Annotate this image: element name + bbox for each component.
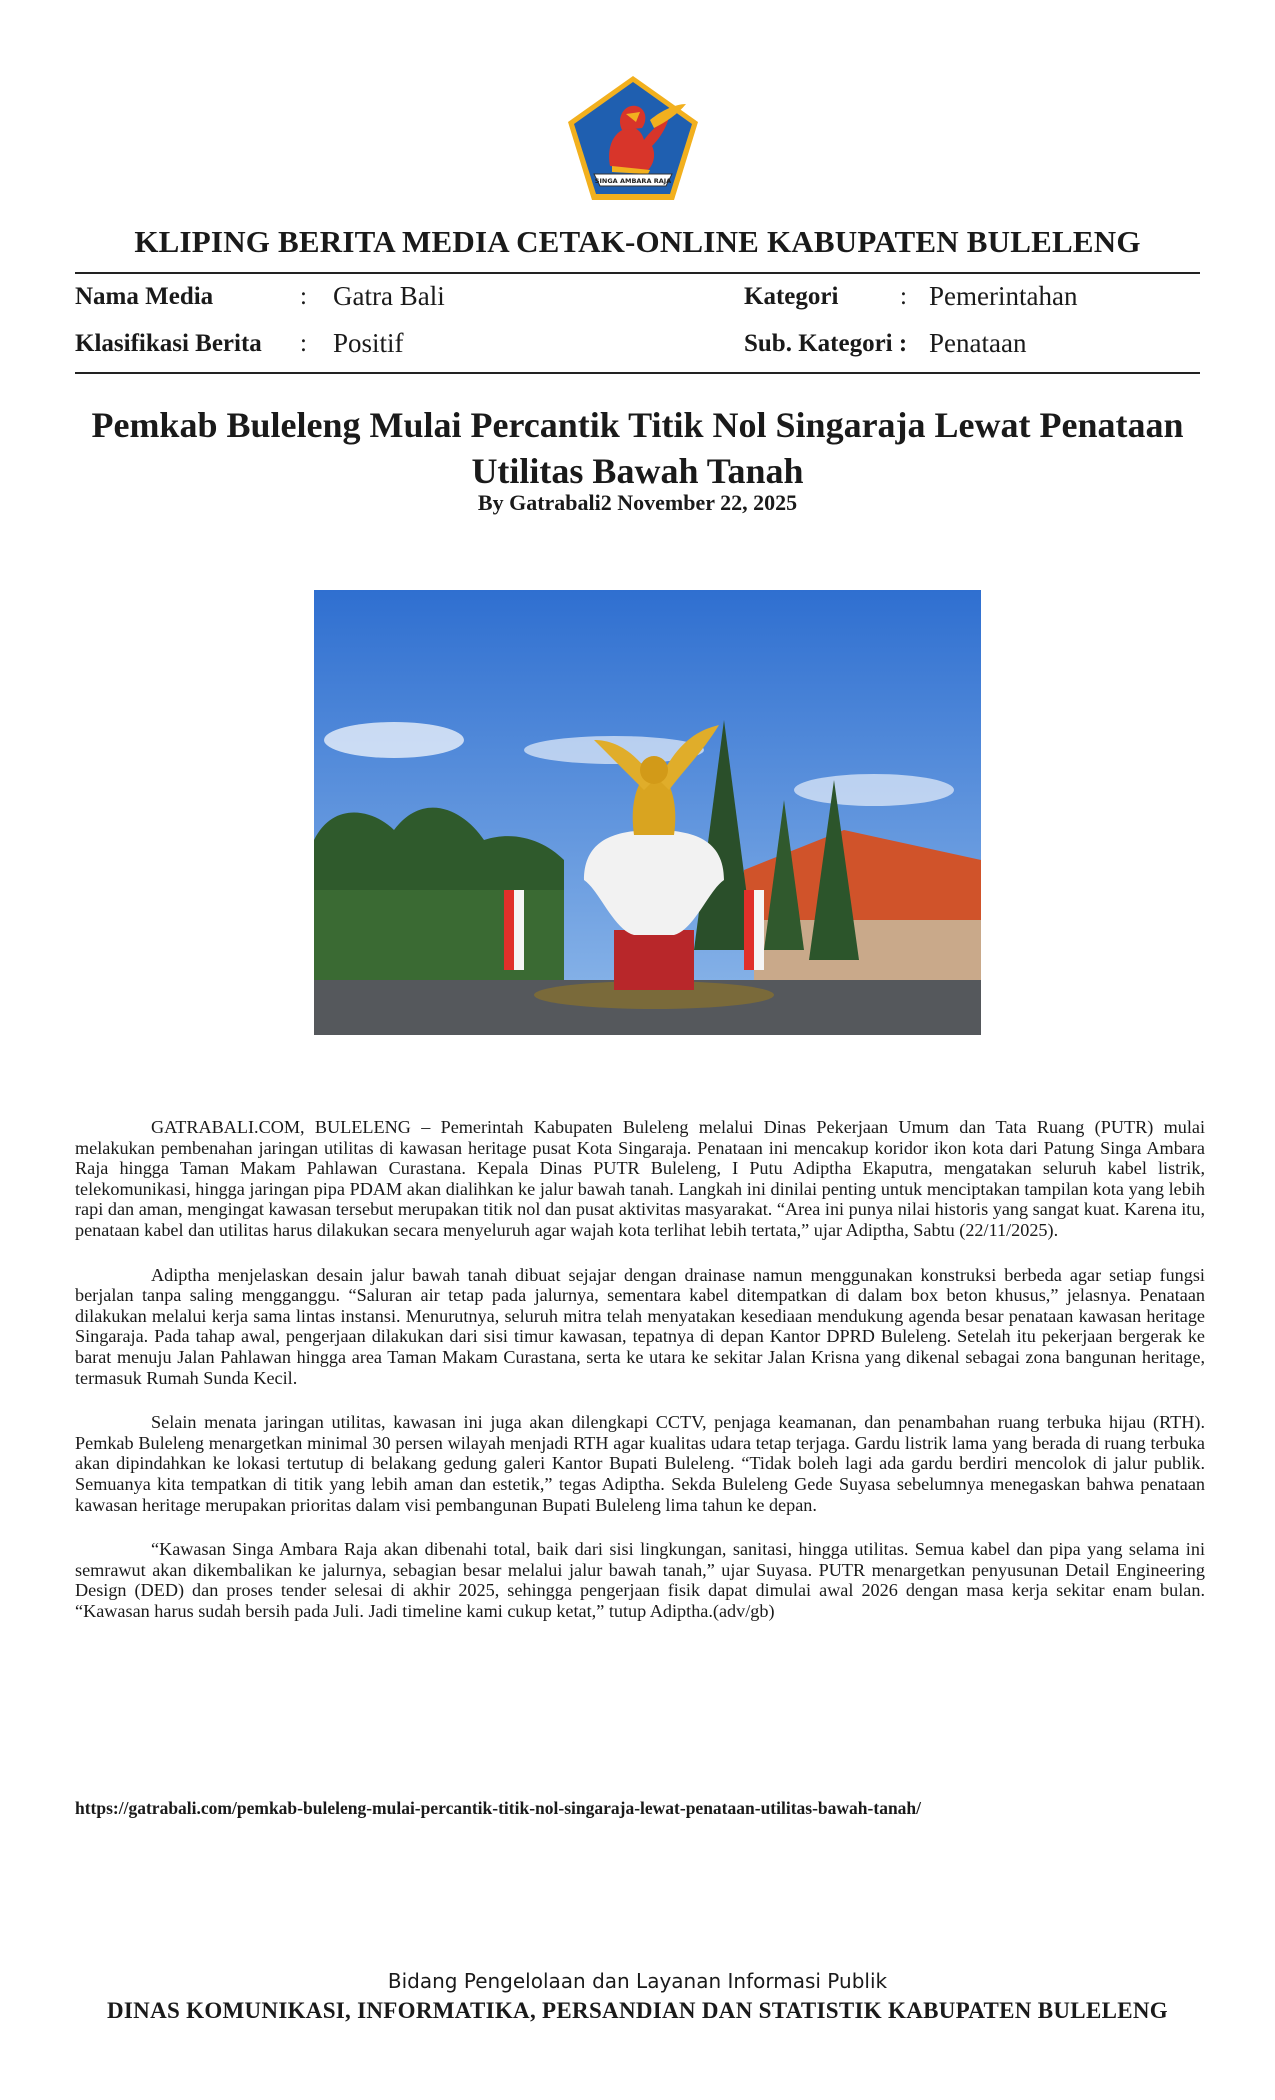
logo-banner-text: SINGA AMBARA RAJA xyxy=(594,177,672,185)
footer-department: Bidang Pengelolaan dan Layanan Informasi Publik xyxy=(387,1969,888,1993)
article-title xyxy=(75,402,1200,494)
article-title-line-2: Utilitas Bawah Tanah xyxy=(471,451,804,491)
category-label: Kategori xyxy=(744,283,839,310)
classification-label: Klasifikasi Berita xyxy=(75,330,262,357)
article-paragraph-1: GATRABALI.COM, BULELENG – Pemerintah Kabupaten Buleleng melalui Dinas Pekerjaan Umum dan Tata Ruang (PUTR) mulai melakukan pembenahan jaringan utilitas di kawasan heritage pusat Kota Singaraja. Penataan ini mencakup koridor ikon kota dari Patung Singa Ambara Raja hingga Taman Makam Pahlawan Curastana. Kepala Dinas PUTR Buleleng, I Putu Adiptha Ekaputra, mengatakan seluruh kabel listrik, telekomunikasi, hingga jaringan pipa PDAM akan dialihkan ke jalur bawah tanah. Langkah ini dinilai penting untuk menciptakan tampilan kota yang lebih rapi dan aman, mengingat kawasan tersebut merupakan titik nol dan pusat aktivitas masyarakat. “Area ini punya nilai historis yang sangat kuat. Karena itu, penataan kabel dan utilitas harus dilakukan secara menyeluruh agar wajah kota terlihat lebih tertata,” ujar Adiptha, Sabtu (22/11/2025). xyxy=(75,1117,1205,1240)
classification-value: Positif xyxy=(333,328,404,358)
sub-category-label: Sub. Kategori : xyxy=(744,330,908,357)
header-divider-bottom xyxy=(75,372,1200,374)
buleleng-crest-logo xyxy=(566,74,700,202)
classification-colon: : xyxy=(300,330,307,357)
media-name-colon: : xyxy=(300,283,307,310)
footer-agency: DINAS KOMUNIKASI, INFORMATIKA, PERSANDIAN DAN STATISTIK KABUPATEN BULELENG xyxy=(107,1998,1168,2023)
article-body xyxy=(75,1117,1205,1645)
article-paragraph-2: Adiptha menjelaskan desain jalur bawah tanah dibuat sejajar dengan drainase namun menggunakan konstruksi berbeda agar setiap fungsi berjalan tanpa saling mengganggu. “Saluran air tetap pada jalurnya, sementara kabel ditempatkan di dalam box beton khusus,” jelasnya. Penataan dilakukan melalui kerja sama lintas instansi. Menurutnya, seluruh mitra telah menyatakan kesediaan mendukung agenda besar penataan kawasan heritage Singaraja. Pada tahap awal, pengerjaan dilakukan dari sisi timur kawasan, tepatnya di depan Kantor DPRD Buleleng. Setelah itu pekerjaan bergerak ke barat menuju Jalan Pahlawan hingga area Taman Makam Curastana, serta ke utara ke sekitar Jalan Krisna yang dikenal sebagai zona bangunan heritage, termasuk Rumah Sunda Kecil. xyxy=(75,1264,1205,1388)
source-url-link[interactable]: https://gatrabali.com/pemkab-buleleng-mulai-percantik-titik-nol-singaraja-lewat-penataan-utilitas-bawah-tanah/ xyxy=(75,1798,922,1818)
media-name-value: Gatra Bali xyxy=(333,281,445,311)
article-paragraph-4: “Kawasan Singa Ambara Raja akan dibenahi total, baik dari sisi lingkungan, sanitasi, hingga utilitas. Semua kabel dan pipa yang selama ini semrawut akan dikembalikan ke jalurnya, sebagian besar melalui jalur bawah tanah,” ujar Suyasa. PUTR menargetkan penyusunan Detail Engineering Design (DED) dan proses tender selesai di akhir 2025, sehingga pengerjaan fisik dapat dimulai awal 2026 dengan masa kerja sekitar enam bulan. “Kawasan harus sudah bersih pada Juli. Jadi timeline kami cukup ketat,” tutup Adiptha.(adv/gb) xyxy=(75,1539,1205,1621)
category-value: Pemerintahan xyxy=(929,281,1078,311)
article-byline: By Gatrabali2 November 22, 2025 xyxy=(477,490,798,515)
clipping-header-title: KLIPING BERITA MEDIA CETAK-ONLINE KABUPATEN BULELENG xyxy=(134,224,1141,259)
header-divider-top xyxy=(75,272,1200,274)
article-title-line-1: Pemkab Buleleng Mulai Percantik Titik Nol Singaraja Lewat Penataan xyxy=(91,405,1184,445)
category-colon: : xyxy=(900,283,907,310)
media-name-label: Nama Media xyxy=(75,283,214,310)
article-photo-singa-ambara-raja xyxy=(314,590,981,1035)
article-paragraph-3: Selain menata jaringan utilitas, kawasan ini juga akan dilengkapi CCTV, penjaga keamanan, dan penambahan ruang terbuka hijau (RTH). Pemkab Buleleng menargetkan minimal 30 persen wilayah menjadi RTH agar kualitas udara tetap terjaga. Gardu listrik lama yang berada di ruang terbuka akan dipindahkan ke lokasi tertutup di belakang gedung galeri Kantor Bupati Buleleng. “Tidak boleh lagi ada gardu berdiri mencolok di jalur publik. Semuanya kita tempatkan di titik yang lebih aman dan estetik,” tegas Adiptha. Sekda Buleleng Gede Suyasa sebelumnya menegaskan bahwa penataan kawasan heritage merupakan prioritas dalam visi pembangunan Bupati Buleleng lima tahun ke depan. xyxy=(75,1412,1205,1515)
sub-category-value: Penataan xyxy=(929,328,1027,358)
